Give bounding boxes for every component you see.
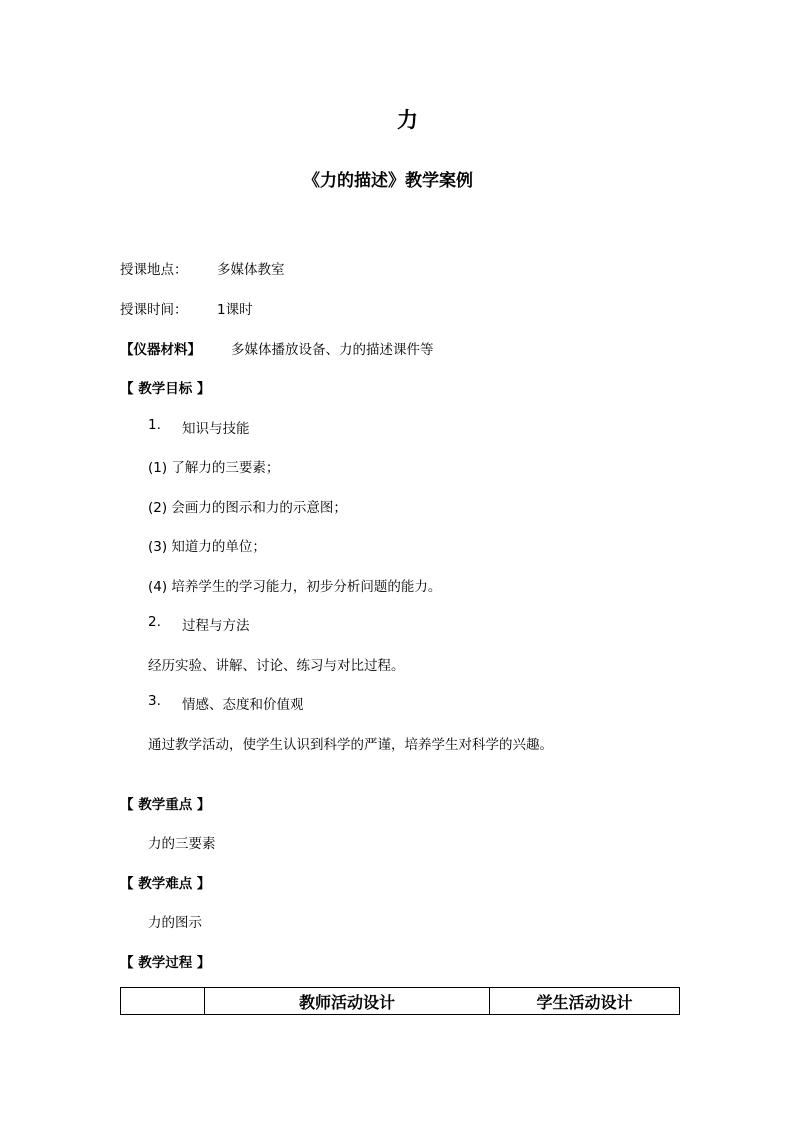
goal-section-2-text: 经历实验、讲解、讨论、练习与对比过程。 xyxy=(148,658,405,674)
difficulty-text: 力的图示 xyxy=(148,915,202,931)
goal-section-1-title: 知识与技能 xyxy=(182,421,250,437)
goals-heading: 【 教学目标 】 xyxy=(120,381,211,397)
goal-section-1-number: 1. xyxy=(148,417,161,433)
goal-item-3: (3) 知道力的单位； xyxy=(148,539,266,555)
page-title: 力 xyxy=(397,108,418,132)
table-header-teacher-activity: 教师活动设计 xyxy=(205,988,490,1015)
time-label: 授课时间： xyxy=(120,302,188,318)
goal-section-3-number: 3. xyxy=(148,693,161,709)
materials-label: 【仪器材料】 xyxy=(120,342,201,358)
location-label: 授课地点： xyxy=(120,262,188,278)
time-value: 1课时 xyxy=(217,302,253,318)
process-heading: 【 教学过程 】 xyxy=(120,955,211,971)
table-header-blank xyxy=(121,988,205,1015)
goal-item-4: (4) 培养学生的学习能力，初步分析问题的能力。 xyxy=(148,579,442,595)
location-value: 多媒体教室 xyxy=(217,262,285,278)
table-header-student-activity: 学生活动设计 xyxy=(490,988,680,1015)
goal-section-2-number: 2. xyxy=(148,614,161,630)
difficulty-heading: 【 教学难点 】 xyxy=(120,876,211,892)
key-point-heading: 【 教学重点 】 xyxy=(120,797,211,813)
page-subtitle: 《力的描述》教学案例 xyxy=(303,171,473,191)
goal-section-2-title: 过程与方法 xyxy=(182,618,250,634)
goal-section-3-text: 通过教学活动，使学生认识到科学的严谨，培养学生对科学的兴趣。 xyxy=(148,737,553,753)
materials-value: 多媒体播放设备、力的描述课件等 xyxy=(231,342,434,358)
table-header-row xyxy=(121,988,680,1015)
goal-item-2: (2) 会画力的图示和力的示意图； xyxy=(148,500,347,516)
key-point-text: 力的三要素 xyxy=(148,836,216,852)
goal-section-3-title: 情感、态度和价值观 xyxy=(182,697,304,713)
process-table xyxy=(120,987,680,1015)
goal-item-1: (1) 了解力的三要素； xyxy=(148,460,280,476)
